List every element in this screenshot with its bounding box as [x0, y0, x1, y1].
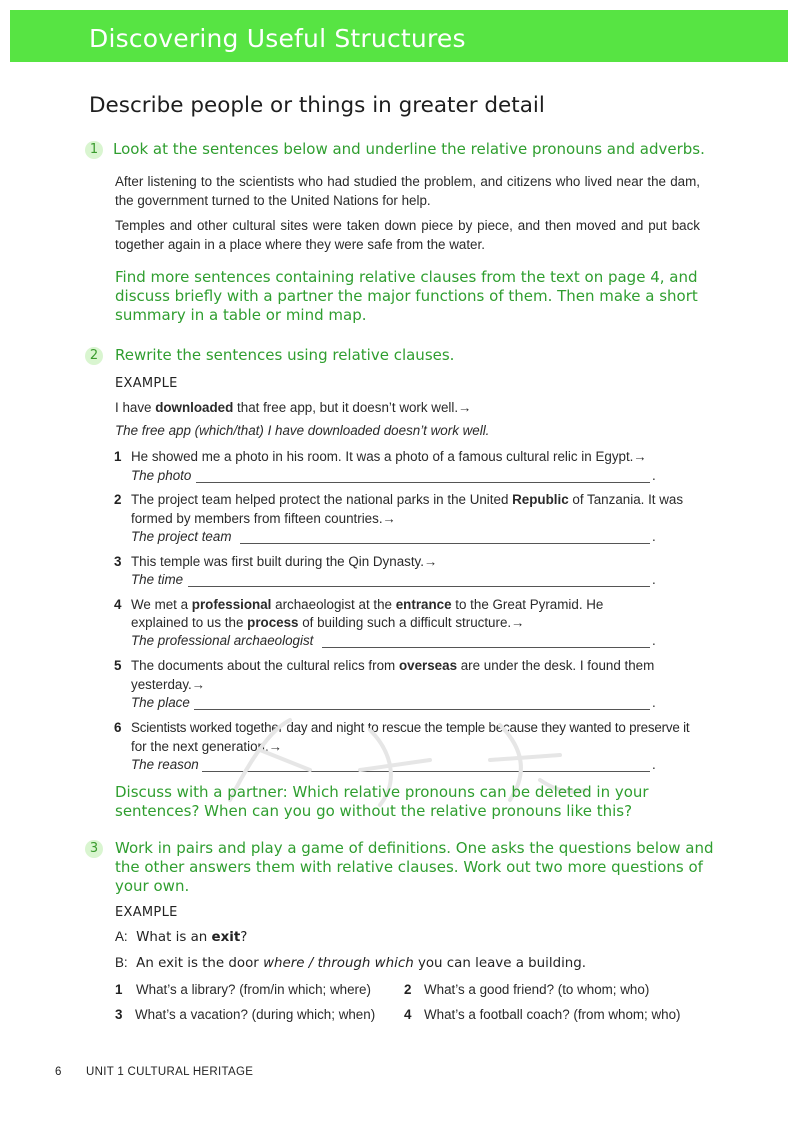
answer-blank[interactable]: [196, 482, 650, 483]
question-number: 4: [404, 1007, 412, 1022]
item-6-start: The reason: [131, 757, 199, 772]
page-number: 6: [55, 1066, 62, 1078]
period: .: [652, 468, 656, 483]
task3-title-line: Work in pairs and play a game of definitions. One asks the questions below and: [115, 839, 714, 857]
footer-unit-title: UNIT 1 CULTURAL HERITAGE: [86, 1066, 254, 1078]
period: .: [652, 633, 656, 648]
item-5-sentence-line-2: yesterday.→: [131, 677, 206, 692]
item-4-start: The professional archaeologist: [131, 633, 314, 648]
example-answer: The free app (which/that) I have downloaded doesn’t work well.: [115, 423, 490, 438]
period: .: [652, 529, 656, 544]
item-number: 3: [114, 554, 122, 569]
answer-blank[interactable]: [322, 647, 650, 648]
period: .: [652, 695, 656, 710]
item-2-sentence-line-1: The project team helped protect the national parks in the United Republic of Tanzania. It was: [131, 492, 684, 507]
item-number: 1: [114, 449, 122, 464]
task2-discussion-line: sentences? When can you go without the relative pronouns like this?: [115, 802, 633, 820]
item-1-sentence: He showed me a photo in his room. It was a photo of a famous cultural relic in Egypt.→: [131, 449, 647, 464]
task1-followup: [115, 268, 698, 325]
dialog-line-b: B: An exit is the door where / through which you can leave a building.: [115, 955, 587, 971]
item-number: 6: [114, 720, 122, 735]
question-4: What’s a football coach? (from whom; who): [424, 1007, 681, 1022]
item-5-sentence-line-1: The documents about the cultural relics from overseas are under the desk. I found them: [131, 658, 655, 673]
task2-discussion: [115, 783, 649, 821]
question-number: 2: [404, 982, 412, 997]
item-3-start: The time: [131, 572, 184, 587]
task1-followup-line: discuss briefly with a partner the major functions of them. Then make a short: [115, 287, 698, 305]
item-5-start: The place: [131, 695, 190, 710]
question-2: What’s a good friend? (to whom; who): [424, 982, 650, 997]
question-number: 3: [115, 1007, 123, 1022]
period: .: [652, 572, 656, 587]
period: .: [652, 757, 656, 772]
item-number: 4: [114, 597, 122, 612]
item-number: 2: [114, 492, 122, 507]
answer-blank[interactable]: [202, 771, 650, 772]
task1-title: Look at the sentences below and underline the relative pronouns and adverbs.: [113, 140, 705, 158]
task2-title: Rewrite the sentences using relative clauses.: [115, 346, 455, 364]
answer-blank[interactable]: [240, 543, 650, 544]
item-number: 5: [114, 658, 122, 673]
task3-title: [115, 839, 714, 896]
banner-title: Discovering Useful Structures: [89, 24, 466, 53]
item-2-sentence-line-2: formed by members from fifteen countries.→: [131, 511, 396, 526]
item-3-sentence: This temple was first built during the Qin Dynasty.→: [131, 554, 438, 569]
task1-followup-line: summary in a table or mind map.: [115, 306, 367, 324]
task2-discussion-line: Discuss with a partner: Which relative pronouns can be deleted in your: [115, 783, 649, 801]
task3-title-line: your own.: [115, 877, 190, 895]
item-2-start: The project team: [131, 529, 232, 544]
question-1: What’s a library? (from/in which; where): [136, 982, 371, 997]
dialog-line-a: A: What is an exit?: [115, 929, 248, 945]
item-4-sentence-line-2: explained to us the process of building such a difficult structure.→: [131, 615, 525, 630]
answer-blank[interactable]: [188, 586, 650, 587]
item-6-sentence-line-1: Scientists worked together day and night to rescue the temple because they wanted to preserve it: [131, 720, 690, 735]
task1-followup-line: Find more sentences containing relative clauses from the text on page 4, and: [115, 268, 698, 286]
task3-title-line: the other answers them with relative clauses. Work out two more questions of: [115, 858, 703, 876]
answer-blank[interactable]: [194, 709, 650, 710]
section-heading: Describe people or things in greater detail: [89, 93, 545, 118]
task1-paragraph-1: After listening to the scientists who had studied the problem, and citizens who lived near the dam, the government turned to the United Nations for help.: [115, 174, 700, 208]
example-label: EXAMPLE: [115, 905, 178, 920]
example-sentence: I have downloaded that free app, but it doesn’t work well.→: [115, 400, 472, 415]
task1-paragraph-2: Temples and other cultural sites were taken down piece by piece, and then moved and put back together again in a place where they were safe from the water.: [115, 218, 700, 252]
item-1-start: The photo: [131, 468, 192, 483]
question-3: What’s a vacation? (during which; when): [135, 1007, 376, 1022]
task-number-badge: 2: [85, 347, 103, 365]
task-number-badge: 1: [85, 141, 103, 159]
task-number-badge: 3: [85, 840, 103, 858]
example-label: EXAMPLE: [115, 376, 178, 391]
item-4-sentence-line-1: We met a professional archaeologist at the entrance to the Great Pyramid. He: [131, 597, 604, 612]
item-6-sentence-line-2: for the next generation.→: [131, 739, 283, 754]
question-number: 1: [115, 982, 123, 997]
